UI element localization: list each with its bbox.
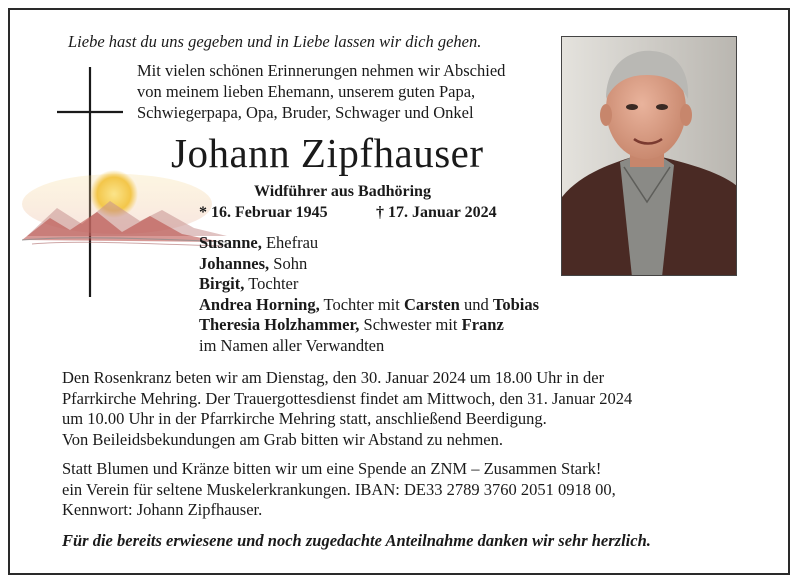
mourner-name: Theresia Holzhammer, [199,315,360,334]
intro-line: Schwiegerpapa, Opa, Bruder, Schwager und Onkel [137,103,474,122]
portrait-photo [561,36,737,276]
mourner-name: Birgit, [199,274,245,293]
mourner-row [199,295,539,316]
deceased-name: Johann Zipfhauser [171,130,484,176]
intro-text [137,60,557,123]
mourner-relation: Tochter [244,274,299,293]
mourner-connector: und [459,294,493,314]
mourner-name: Andrea Horning, [199,294,320,314]
paragraph-line: Von Beileidsbekundungen am Grab bitten wir Abstand zu nehmen. [62,429,503,449]
mourner-relation: Sohn [269,253,308,273]
mourner-relation: Ehefrau [261,233,319,252]
mourner-row [199,336,539,357]
donation-paragraph [62,459,616,521]
motto: Liebe hast du uns gegeben und in Liebe lassen wir dich gehen. [68,32,482,51]
mourner-row [199,233,539,254]
mourner-row [199,315,539,336]
paragraph-line: ein Verein für seltene Muskelerkrankungen. IBAN: DE33 2789 3760 2051 0918 00, [62,479,616,499]
mourners-list [199,233,539,356]
intro-line: von meinem lieben Ehemann, unserem guten Papa, [137,82,476,101]
mourner-relation: Schwester mit [359,315,462,334]
death-date: † 17. Januar 2024 [376,204,497,221]
paragraph-line: um 10.00 Uhr in der Pfarrkirche Mehring statt, anschließend Beerdigung. [62,409,547,428]
mourner-extra: Franz [461,315,504,334]
portrait-image [562,37,737,276]
paragraph-line: Kennwort: Johann Zipfhauser. [62,500,263,519]
mourner-relation: Tochter mit [319,294,404,314]
deceased-subtitle: Widführer aus Badhöring [254,183,431,200]
mourner-name: Johannes, [199,253,270,273]
mourner-plain: im Namen aller Verwandten [199,335,385,355]
mourner-name: Susanne, [199,233,262,252]
birth-date: * 16. Februar 1945 [199,204,328,221]
mourner-row [199,274,539,295]
intro-line: Mit vielen schönen Erinnerungen nehmen wir Abschied [137,61,506,80]
paragraph-line: Pfarrkirche Mehring. Der Trauergottesdienst findet am Mittwoch, den 31. Januar 2024 [62,388,633,408]
service-paragraph [62,368,632,450]
mourner-row [199,254,539,275]
closing-thanks: Für die bereits erwiesene und noch zugedachte Anteilnahme danken wir sehr herzlich. [62,531,651,550]
mourner-extra: Carsten [403,294,460,314]
paragraph-line: Den Rosenkranz beten wir am Dienstag, den 30. Januar 2024 um 18.00 Uhr in der [62,368,605,387]
mourner-extra: Tobias [492,294,540,314]
paragraph-line: Statt Blumen und Kränze bitten wir um eine Spende an ZNM – Zusammen Stark! [62,459,602,478]
